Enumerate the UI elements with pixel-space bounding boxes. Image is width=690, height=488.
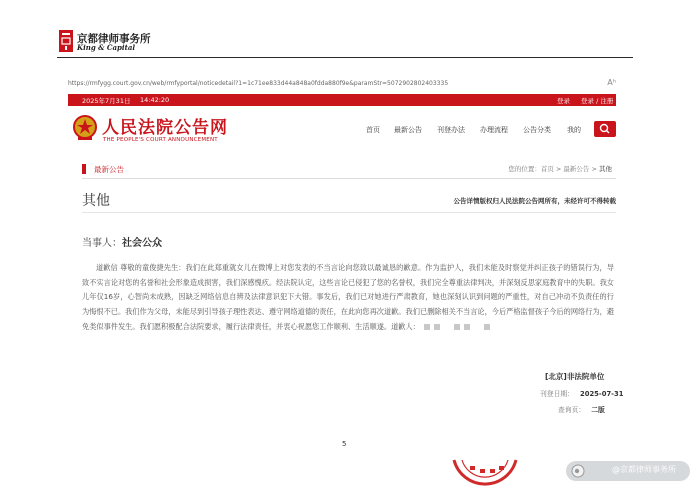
nav-latest[interactable]: 最新公告 [394, 126, 422, 134]
court-emblem-icon [72, 114, 98, 142]
firm-name-en: King & Capital [77, 43, 136, 52]
edition-value: 二版 [591, 406, 605, 414]
url-text[interactable]: https://rmfygg.court.gov.cn/web/rmfyportal/noticedetail?1=1c71ee833d44a848a0fdda880f9e&paramStr=5072902802403335 [68, 80, 449, 87]
redacted-block [454, 324, 460, 330]
redacted-block [484, 324, 490, 330]
breadcrumb [82, 160, 616, 179]
party-label: 当事人： [82, 238, 122, 249]
site-logo-text[interactable]: 人民法院公告网 [102, 118, 228, 138]
edition-label: 查询页： [558, 406, 586, 414]
breadcrumb-sep: > [589, 165, 599, 173]
party-line [82, 234, 162, 249]
redacted-block [464, 324, 470, 330]
reader-mode-icon[interactable]: Aʰ [607, 78, 616, 87]
top-bar [68, 94, 616, 106]
announcement-text: 道歉信 尊敬的童俊捷先生：我们在此郑重就女儿在微博上对您发表的不当言论向您致以最诚恳的歉意。作为监护人，我们未能及时察觉并纠正孩子的错误行为，导致不实言论对您的名誉和社会形象造成损害，我们深感愧疚。经法院认定，这些言论已侵犯了您的名誉权，我们完全尊重法律判决，并深刻反思家庭教育中的失职。我女儿年仅16岁，心智尚未成熟，因缺乏网络信息自辨及法律意识犯下大错。事发后，我们已对她进行严肃教育，她也深刻认识到问题的严重性，对自己冲动不负责任的行为悔恨不已。我们作为父母，未能尽到引导孩子理性表达、遵守网络道德的责任，在此向您再次道歉。我们已删除相关不当言论，今后严格监督孩子今后的网络行为，避免类似事件发生。我们愿积极配合法院要求，履行法律责任，并衷心祝愿您工作顺利、生活顺遂。道歉人： [82, 263, 614, 331]
search-button[interactable] [594, 121, 616, 137]
redacted-block [424, 324, 430, 330]
nav-category[interactable]: 公告分类 [523, 126, 551, 134]
firm-name-cn: 京都律师事务所 [77, 33, 151, 45]
firm-logo-icon [59, 30, 73, 52]
register-link[interactable]: 登录 / 注册 [581, 97, 614, 105]
page-number: 5 [342, 440, 347, 448]
current-time: 14:42:20 [140, 96, 170, 104]
current-date: 2025年7月31日 [82, 97, 131, 105]
publish-date: 2025-07-31 [579, 390, 624, 398]
site-header [68, 106, 616, 150]
breadcrumb-home[interactable]: 首页 [540, 165, 554, 173]
search-icon [594, 121, 616, 137]
copyright-notice: 公告详情版权归人民法院公告网所有，未经许可不得转载 [453, 197, 616, 205]
breadcrumb-prefix: 您的位置： [508, 165, 541, 173]
watermark-text: @京都律师事务所 [612, 465, 676, 474]
edition-line [558, 404, 605, 414]
breadcrumb-path [508, 164, 612, 173]
publish-date-line [540, 388, 623, 398]
site-logo-en: THE PEOPLE'S COURT ANNOUNCEMENT [103, 137, 218, 143]
breadcrumb-latest[interactable]: 最新公告 [563, 165, 590, 173]
firm-stamp-icon [450, 458, 520, 488]
header-divider [57, 57, 633, 58]
page-title: 其他 [82, 193, 110, 209]
title-row [82, 188, 616, 213]
publisher-unit: [北京]非法院单位 [545, 372, 605, 381]
nav-mine[interactable]: 我的 [567, 126, 581, 134]
breadcrumb-sep: > [553, 165, 564, 173]
login-link[interactable]: 登录 [557, 97, 570, 105]
section-label: 最新公告 [94, 165, 124, 174]
nav-process[interactable]: 办理流程 [480, 126, 508, 134]
announcement-body [82, 261, 614, 335]
nav-home[interactable]: 首页 [366, 126, 380, 134]
breadcrumb-current: 其他 [599, 165, 612, 173]
address-bar[interactable] [68, 78, 616, 90]
publish-date-label: 刊登日期： [540, 390, 574, 398]
section-marker [82, 164, 86, 174]
party-name: 社会公众 [122, 238, 162, 249]
redacted-block [434, 324, 440, 330]
nav-publish[interactable]: 刊登办法 [437, 126, 465, 134]
